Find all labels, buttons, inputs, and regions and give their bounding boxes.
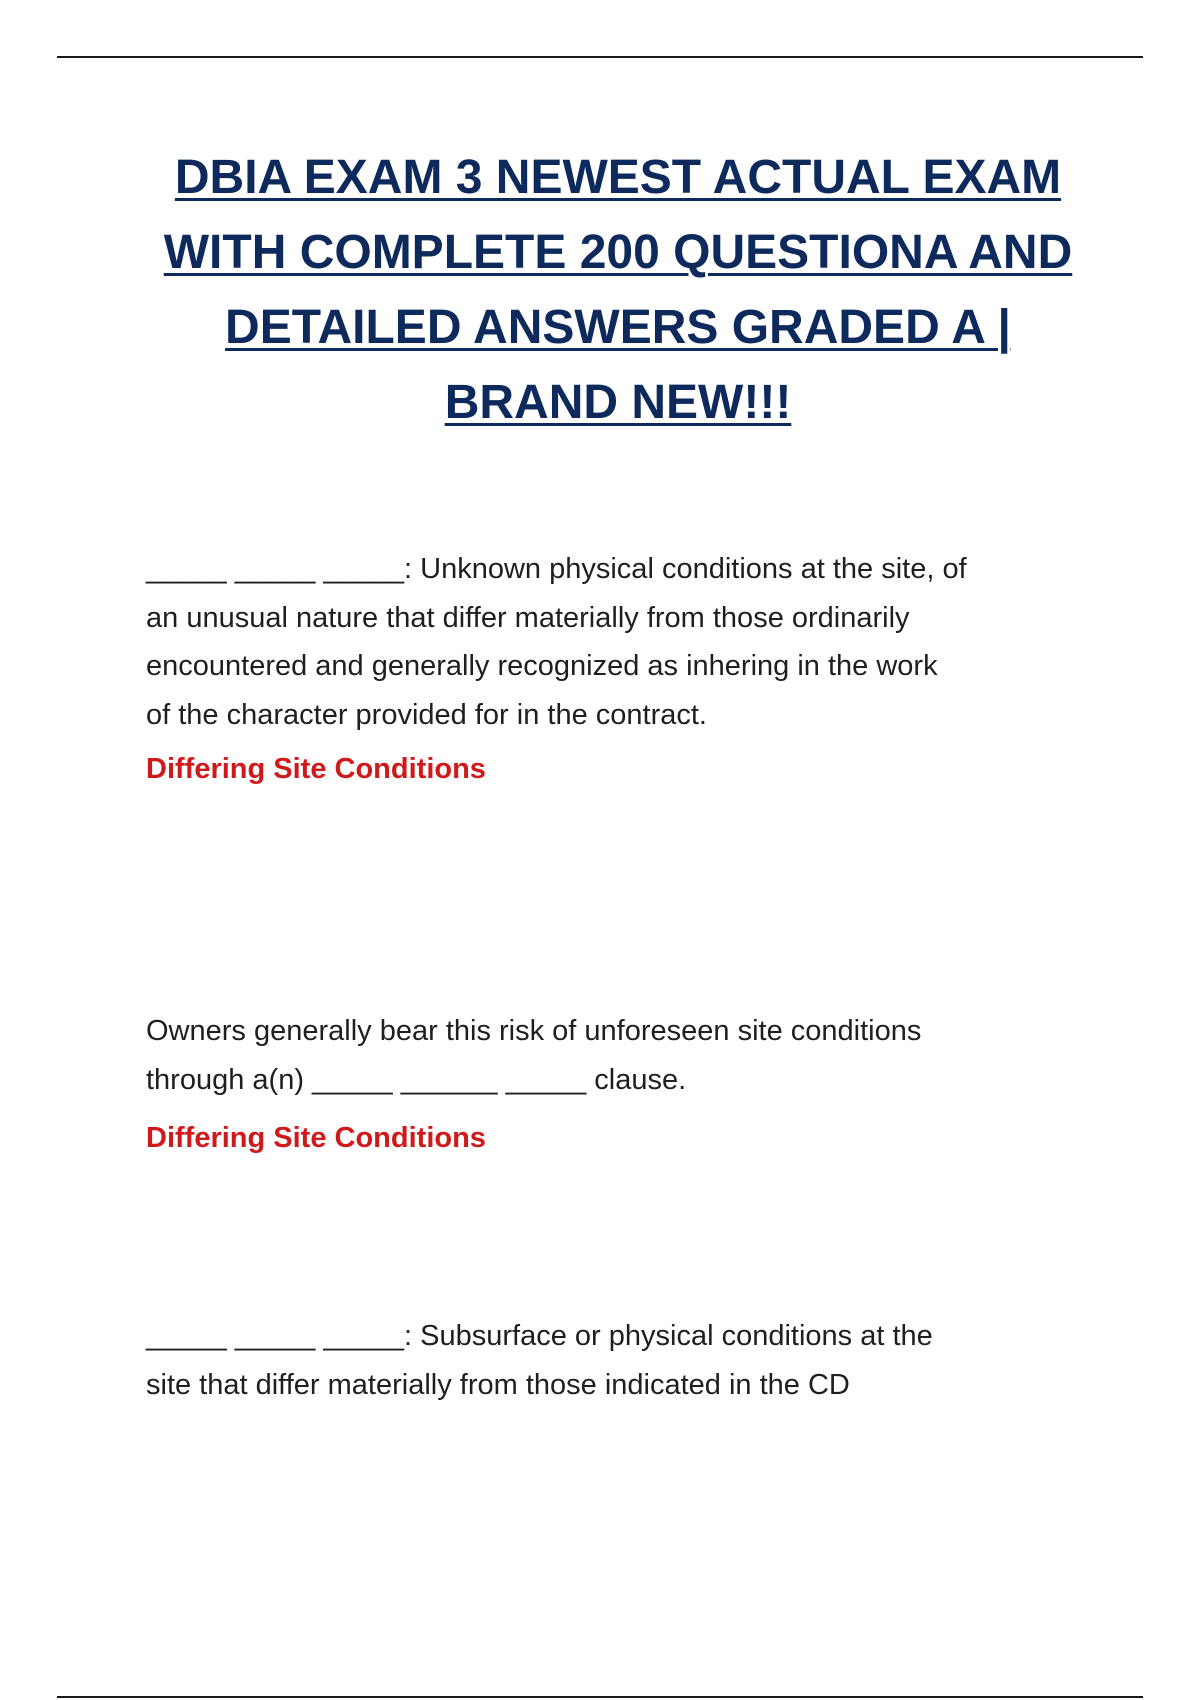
question-line: encountered and generally recognized as inhering in the work (146, 650, 938, 682)
question-line: through a(n) _____ ______ _____ clause. (146, 1063, 687, 1096)
question-line: _____ _____ _____: Unknown physical conditions at the site, of (146, 553, 967, 585)
title-line: DETAILED ANSWERS GRADED A | (225, 301, 1011, 354)
question-block-1 (146, 545, 1106, 789)
question-line: an unusual nature that differ materially from those ordinarily (146, 601, 910, 634)
question-line: of the character provided for in the contract. (146, 698, 707, 731)
document-title (120, 140, 1116, 440)
answer-text: Differing Site Conditions (146, 753, 486, 785)
question-line: site that differ materially from those indicated in the CD (146, 1368, 850, 1401)
top-rule (57, 56, 1143, 58)
question-line: _____ _____ _____: Subsurface or physical conditions at the (146, 1320, 933, 1352)
title-line: BRAND NEW!!! (444, 376, 792, 429)
question-text (146, 1312, 1106, 1409)
question-block-3 (146, 1312, 1106, 1409)
question-block-2 (146, 1007, 1106, 1158)
question-text (146, 545, 1106, 739)
title-line: DBIA EXAM 3 NEWEST ACTUAL EXAM (174, 151, 1062, 204)
bottom-rule (57, 1696, 1143, 1698)
answer-text: Differing Site Conditions (146, 1122, 486, 1154)
question-line: Owners generally bear this risk of unforeseen site conditions (146, 1015, 922, 1047)
title-line: WITH COMPLETE 200 QUESTIONA AND (163, 226, 1073, 279)
question-text (146, 1007, 1106, 1104)
